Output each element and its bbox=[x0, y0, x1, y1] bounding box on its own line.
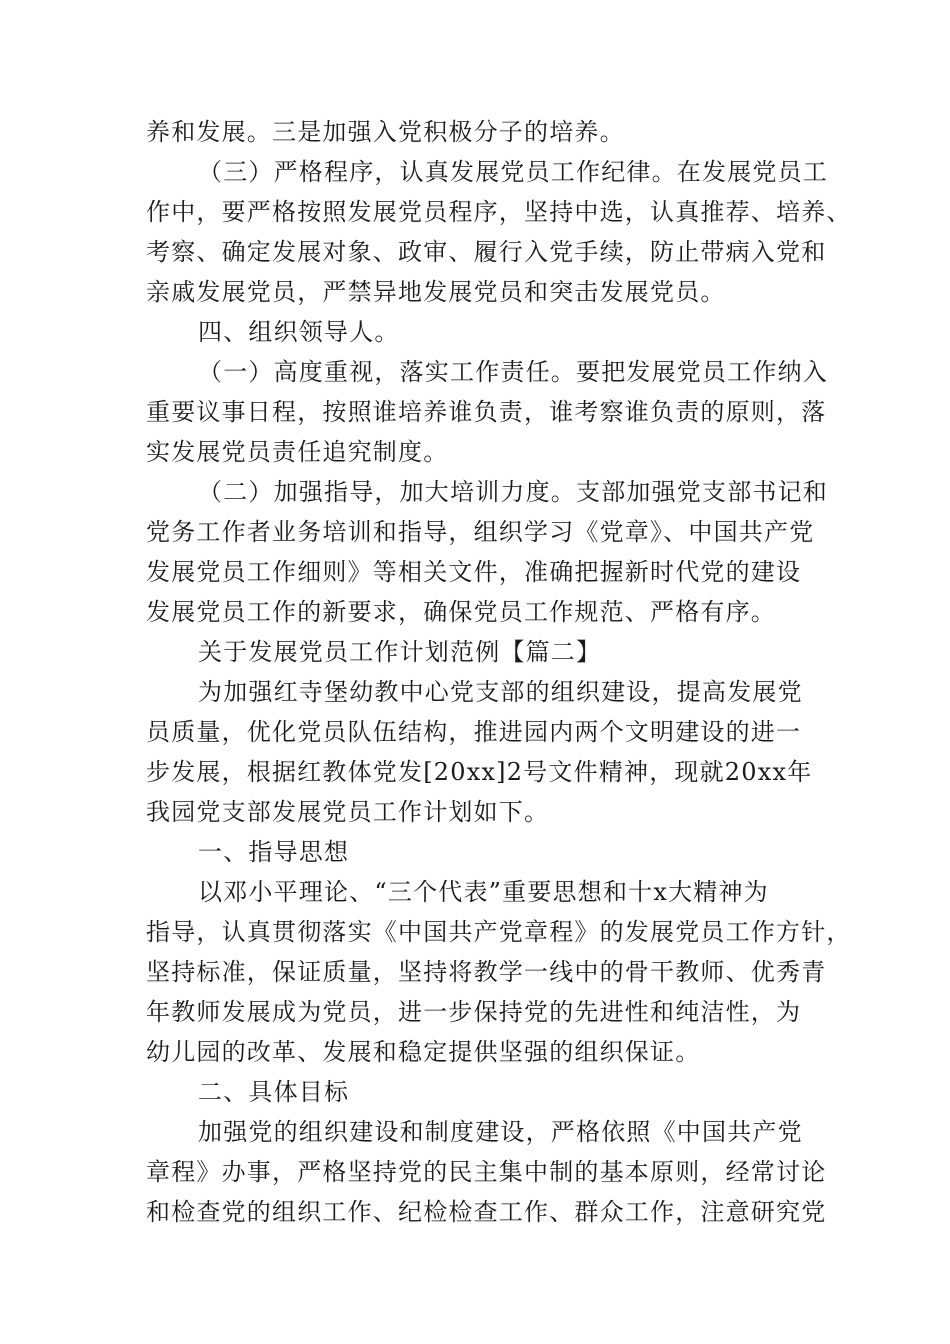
section-heading: 一、指导思想 bbox=[198, 838, 350, 866]
text-line: 和检查党的组织工作、纪检检查工作、群众工作，注意研究党 bbox=[146, 1198, 827, 1226]
article-title: 关于发展党员工作计划范例【篇二】 bbox=[198, 638, 602, 666]
text-line: 养和发展。三是加强入党积极分子的培养。 bbox=[146, 118, 625, 146]
text-line: 为加强红寺堡幼教中心党支部的组织建设，提高发展党 bbox=[198, 678, 803, 706]
section-heading: 四、组织领导人。 bbox=[198, 318, 400, 346]
text-line: 幼儿园的改革、发展和稳定提供坚强的组织保证。 bbox=[146, 1038, 701, 1066]
text-line: 年教师发展成为党员，进一步保持党的先进性和纯洁性，为 bbox=[146, 998, 802, 1026]
text-line: 发展党员工作细则》等相关文件，准确把握新时代党的建设 bbox=[146, 558, 802, 586]
text-line: （二）加强指导，加大培训力度。支部加强党支部书记和 bbox=[198, 478, 828, 506]
text-line: 指导，认真贯彻落实《中国共产党章程》的发展党员工作方针， bbox=[146, 918, 852, 946]
text-line: 作中，要严格按照发展党员程序，坚持中选，认真推荐、培养、 bbox=[146, 198, 852, 226]
text-line: 章程》办事，严格坚持党的民主集中制的基本原则，经常讨论 bbox=[146, 1158, 827, 1186]
text-line: 以邓小平理论、“三个代表”重要思想和十x大精神为 bbox=[198, 878, 769, 906]
text-line: 坚持标准，保证质量，坚持将教学一线中的骨干教师、优秀青 bbox=[146, 958, 827, 986]
text-line: （一）高度重视，落实工作责任。要把发展党员工作纳入 bbox=[198, 358, 828, 386]
text-line: 员质量，优化党员队伍结构，推进园内两个文明建设的进一 bbox=[146, 718, 802, 746]
text-line: 亲戚发展党员，严禁异地发展党员和突击发展党员。 bbox=[146, 278, 726, 306]
document-body bbox=[146, 112, 852, 1232]
text-line: 实发展党员责任追究制度。 bbox=[146, 438, 449, 466]
text-line: 步发展，根据红教体党发[20xx]2号文件精神，现就20xx年 bbox=[146, 758, 813, 786]
text-line: 发展党员工作的新要求，确保党员工作规范、严格有序。 bbox=[146, 598, 776, 626]
text-line: 重要议事日程，按照谁培养谁负责，谁考察谁负责的原则，落 bbox=[146, 398, 827, 426]
text-line: 加强党的组织建设和制度建设，严格依照《中国共产党 bbox=[198, 1118, 803, 1146]
text-line: 考察、确定发展对象、政审、履行入党手续，防止带病入党和 bbox=[146, 238, 827, 266]
section-heading: 二、具体目标 bbox=[198, 1078, 350, 1106]
text-line: （三）严格程序，认真发展党员工作纪律。在发展党员工 bbox=[198, 158, 828, 186]
text-line: 党务工作者业务培训和指导，组织学习《党章》、中国共产党 bbox=[146, 518, 815, 546]
text-line: 我园党支部发展党员工作计划如下。 bbox=[146, 798, 550, 826]
